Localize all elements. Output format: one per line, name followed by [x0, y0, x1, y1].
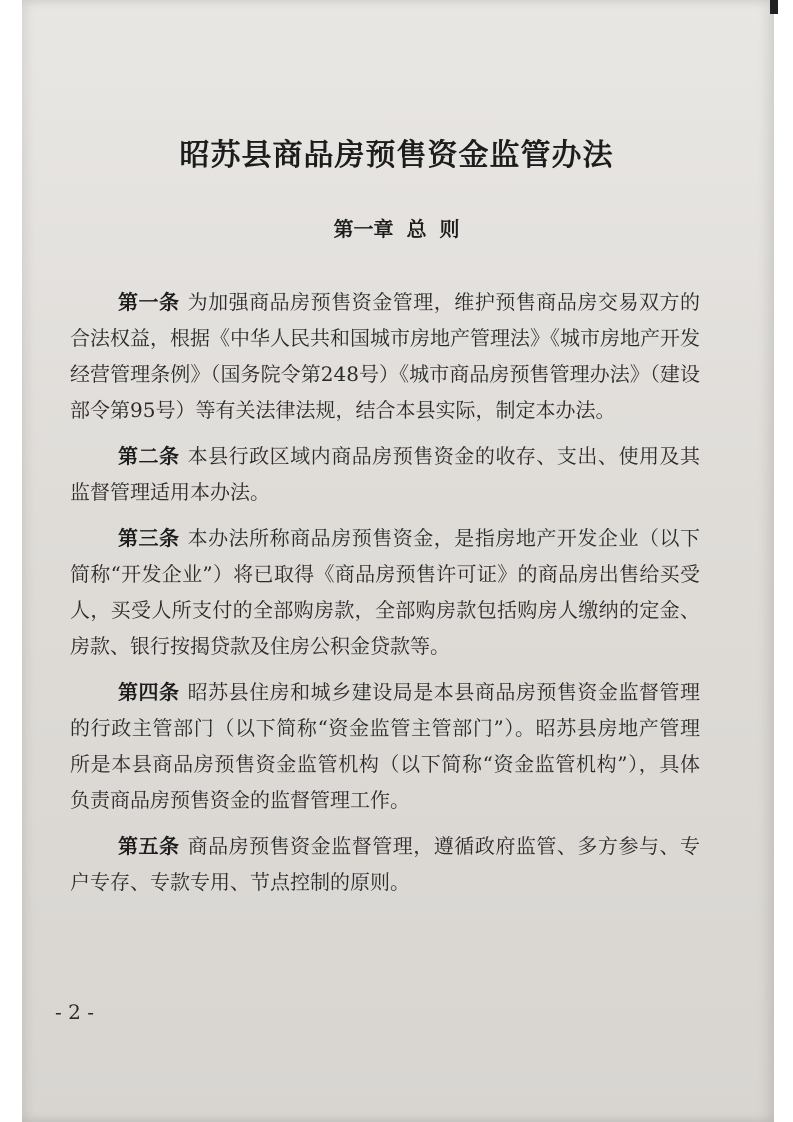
article-label: 第二条 [118, 444, 180, 468]
article-label: 第三条 [118, 526, 180, 550]
document-body [70, 284, 700, 910]
article-label: 第五条 [118, 834, 180, 858]
page-number: - 2 - [55, 1000, 94, 1024]
article-text: 商品房预售资金监督管理，遵循政府监管、多方参与、专户专存、专款专用、节点控制的原则。 [70, 834, 701, 894]
article-text: 为加强商品房预售资金管理，维护预售商品房交易双方的合法权益，根据《中华人民共和国城市房地产管理法》《城市房地产开发经营管理条例》（国务院令第248号）《城市商品房预售管理办法》（建设部令第95号）等有关法律法规，结合本县实际，制定本办法。 [70, 290, 701, 422]
article-label: 第一条 [118, 290, 180, 314]
article-label: 第四条 [118, 680, 180, 704]
article-3 [70, 520, 700, 664]
page-edge-mark [770, 0, 778, 14]
article-text: 本办法所称商品房预售资金，是指房地产开发企业（以下简称“开发企业”）将已取得《商品房预售许可证》的商品房出售给买受人，买受人所支付的全部购房款，全部购房款包括购房人缴纳的定金、房款、银行按揭贷款及住房公积金贷款等。 [70, 526, 701, 658]
article-4 [70, 674, 700, 818]
article-2 [70, 438, 700, 510]
article-5 [70, 828, 700, 900]
article-text: 本县行政区域内商品房预售资金的收存、支出、使用及其监督管理适用本办法。 [70, 444, 701, 504]
document-title: 昭苏县商品房预售资金监管办法 [179, 138, 614, 173]
article-1 [70, 284, 700, 428]
chapter-heading: 第一章 总 则 [333, 217, 460, 241]
article-text: 昭苏县住房和城乡建设局是本县商品房预售资金监督管理的行政主管部门（以下简称“资金监管主管部门”）。昭苏县房地产管理所是本县商品房预售资金监管机构（以下简称“资金监管机构”），具体负责商品房预售资金的监督管理工作。 [70, 680, 701, 812]
